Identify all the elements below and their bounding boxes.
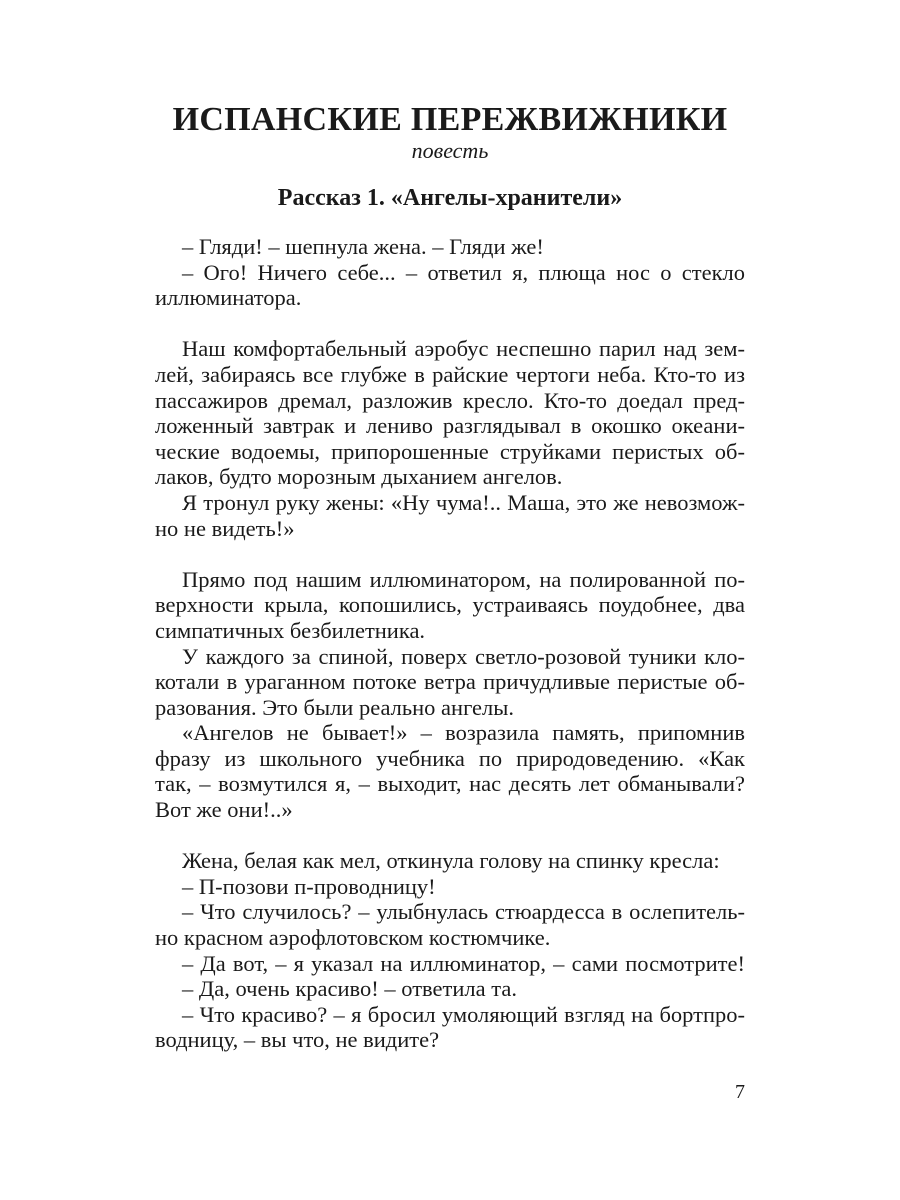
page-number: 7 xyxy=(735,1081,745,1103)
text-line: – Да, очень красиво! – ответила та. xyxy=(182,976,517,1002)
text-line: Жена, белая как мел, откинула голову на спинку кресла: xyxy=(182,848,720,874)
text-line: разования. Это были реально ангелы. xyxy=(155,694,514,720)
text-line: Вот же они!..» xyxy=(155,797,293,823)
paragraph-gap xyxy=(155,311,745,337)
text-line: Прямо под нашим иллюминатором, на полированной по- xyxy=(182,566,745,592)
text-line: «Ангелов не бывает!» – возразила память, припомнив xyxy=(182,720,745,746)
text-line: пассажиров дремал, разложив кресло. Кто-то доедал пред- xyxy=(155,387,745,413)
text-line: – Что красиво? – я бросил умоляющий взгляд на бортпро- xyxy=(182,1001,745,1027)
book-subtitle: повесть xyxy=(411,138,489,163)
paragraph-gap xyxy=(155,823,745,849)
text-line: симпатичных безбилетника. xyxy=(155,617,426,643)
text-line: лей, забираясь все глубже в райские чертоги неба. Кто-то из xyxy=(155,361,745,387)
text-line: котали в ураганном потоке ветра причудливые перистые об- xyxy=(155,669,745,695)
text-line: но красном аэрофлотовском костюмчике. xyxy=(155,925,551,951)
text-line: Наш комфортабельный аэробус неспешно парил над зем- xyxy=(182,336,745,362)
text-line: водницу, – вы что, не видите? xyxy=(155,1027,440,1053)
text-line: – П-позови п-проводницу! xyxy=(182,873,436,899)
text-line: – Ого! Ничего себе... – ответил я, плюща нос о стекло xyxy=(182,259,745,285)
text-line: – Что случилось? – улыбнулась стюардесса в ослепитель- xyxy=(182,899,745,925)
book-title: ИСПАНСКИЕ ПЕРЕЖВИЖНИКИ xyxy=(172,101,728,138)
text-line: так, – возмутился я, – выходит, нас десять лет обманывали? xyxy=(155,771,745,797)
text-line: У каждого за спиной, поверх светло-розовой туники кло- xyxy=(182,643,745,669)
text-line: ложенный завтрак и лениво разглядывал в окошко океани- xyxy=(155,413,745,439)
body-text xyxy=(155,234,745,1053)
text-line: верхности крыла, копошились, устраиваясь поудобнее, два xyxy=(155,592,745,618)
text-line: фразу из школьного учебника по природоведению. «Как xyxy=(155,745,745,771)
text-line: – Да вот, – я указал на иллюминатор, – сами посмотрите! xyxy=(182,950,745,976)
text-line: но не видеть!» xyxy=(155,515,295,541)
chapter-title: Рассказ 1. «Ангелы-хранители» xyxy=(277,185,623,211)
text-line: иллюминатора. xyxy=(155,285,302,311)
text-line: лаков, будто морозным дыханием ангелов. xyxy=(155,464,563,490)
text-line: Я тронул руку жены: «Ну чума!.. Маша, это же невозмож- xyxy=(182,489,745,515)
text-line: – Гляди! – шепнула жена. – Гляди же! xyxy=(182,234,544,259)
paragraph-gap xyxy=(155,541,745,567)
text-line: ческие водоемы, припорошенные струйками перистых об- xyxy=(155,438,745,464)
